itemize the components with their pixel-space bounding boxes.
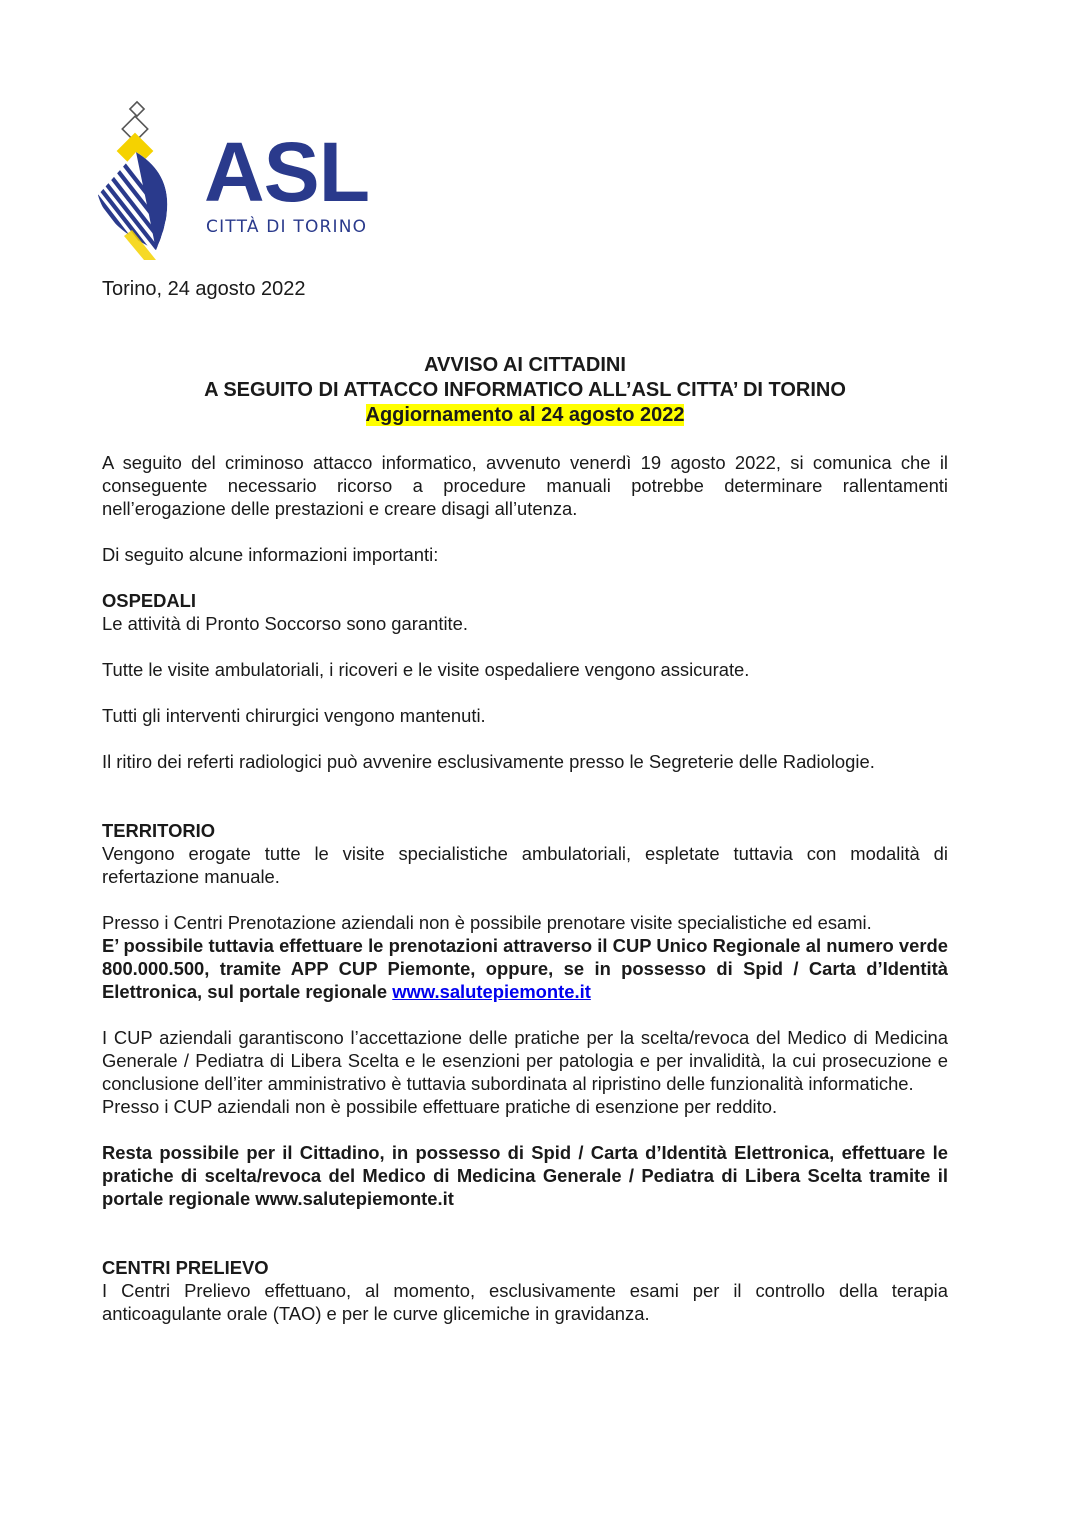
territorio-paragraph-1: Vengono erogate tutte le visite specialistiche ambulatoriali, espletate tuttavia con modalità di refertazione manuale. — [102, 843, 948, 887]
territorio-paragraph-2: Presso i Centri Prenotazione aziendali non è possibile prenotare visite specialistiche ed esami. — [102, 912, 872, 933]
territorio-paragraph-3: I CUP aziendali garantiscono l’accettazione delle pratiche per la scelta/revoca del Medico di Medicina Generale / Pediatra di Libera Scelta e le esenzioni per patologia e per invalidità, la cui prosecuzione e conclusione dell’iter amministrativo è tuttavia subordinata al ripristino delle funzionalità informatiche. — [102, 1027, 948, 1094]
title-line-1: AVVISO AI CITTADINI — [424, 354, 626, 376]
prelievo-paragraph-1: I Centri Prelievo effettuano, al momento, esclusivamente esami per il controllo della terapia anticoagulante orale (TAO) e per le curve glicemiche in gravidanza. — [102, 1280, 948, 1324]
title-line-2: A SEGUITO DI ATTACCO INFORMATICO ALL’ASL CITTA’ DI TORINO — [204, 379, 846, 401]
document-title-block — [102, 353, 948, 428]
salutepiemonte-link[interactable]: www.salutepiemonte.it — [392, 981, 591, 1002]
document-date: Torino, 24 agosto 2022 — [102, 278, 306, 300]
booking-bold-text: E’ possibile tuttavia effettuare le prenotazioni attraverso il CUP Unico Regionale al numero verde 800.000.500, tramite APP CUP Piemonte, oppure, se in possesso di Spid / Carta d’Identità Elettronica, sul portale regionale — [102, 935, 948, 1002]
logo-wordmark: ASL — [204, 125, 369, 219]
ospedali-paragraph-2: Tutte le visite ambulatoriali, i ricoveri e le visite ospedaliere vengono assicurate. — [102, 659, 750, 680]
document-body — [102, 451, 948, 1325]
info-line: Di seguito alcune informazioni importanti: — [102, 544, 439, 565]
territorio-booking-paragraph — [102, 934, 948, 1003]
section-heading-territorio: TERRITORIO — [102, 820, 216, 841]
section-heading-ospedali: OSPEDALI — [102, 590, 197, 611]
update-highlight: Aggiornamento al 24 agosto 2022 — [365, 404, 685, 426]
section-heading-centri-prelievo: CENTRI PRELIEVO — [102, 1257, 269, 1278]
asl-logo-mark-icon — [96, 100, 186, 265]
ospedali-paragraph-1: Le attività di Pronto Soccorso sono garantite. — [102, 613, 468, 634]
logo-subtitle: CITTÀ DI TORINO — [206, 217, 368, 237]
territorio-paragraph-4: Presso i CUP aziendali non è possibile effettuare pratiche di esenzione per reddito. — [102, 1096, 778, 1117]
ospedali-paragraph-3: Tutti gli interventi chirurgici vengono mantenuti. — [102, 705, 486, 726]
asl-logo — [96, 100, 386, 265]
ospedali-paragraph-4: Il ritiro dei referti radiologici può avvenire esclusivamente presso le Segreterie delle Radiologie. — [102, 751, 875, 772]
territorio-paragraph-5: Resta possibile per il Cittadino, in possesso di Spid / Carta d’Identità Elettronica, effettuare le pratiche di scelta/revoca del Medico di Medicina Generale / Pediatra di Libera Scelta tramite il portale regionale www.salutepiemonte.it — [102, 1142, 948, 1209]
intro-paragraph: A seguito del criminoso attacco informatico, avvenuto venerdì 19 agosto 2022, si comunica che il conseguente necessario ricorso a procedure manuali potrebbe determinare rallentamenti nell’erogazione delle prestazioni e creare disagi all’utenza. — [102, 452, 948, 519]
